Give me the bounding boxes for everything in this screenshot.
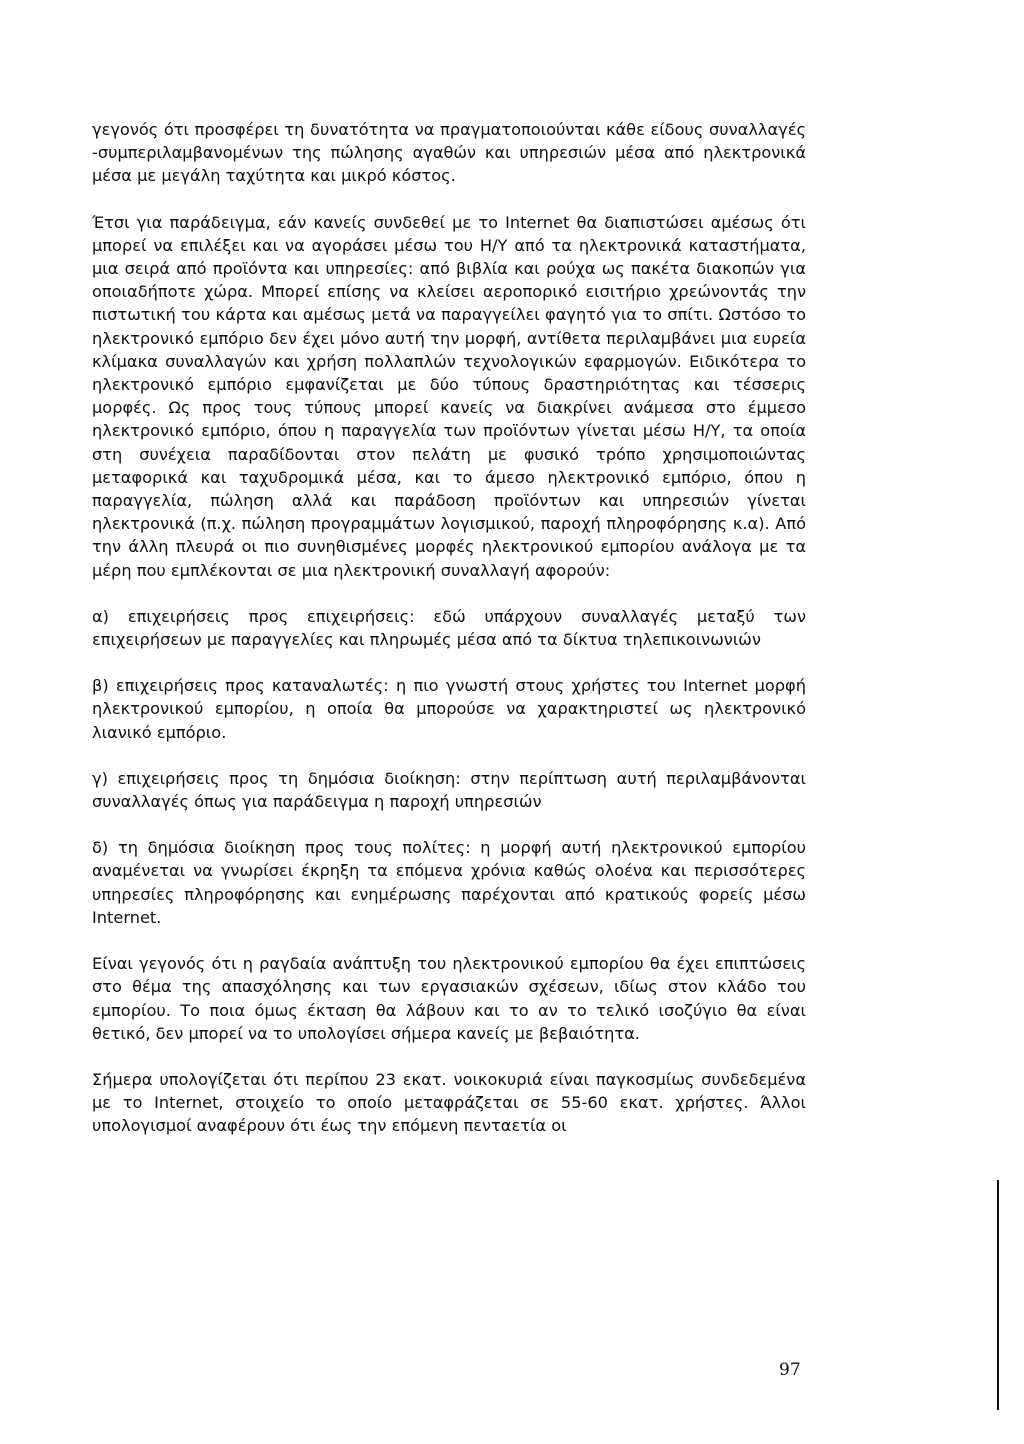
paragraph-example: Έτσι για παράδειγμα, εάν κανείς συνδεθεί με το Internet θα διαπιστώσει αμέσως ότι μπορεί να επιλέξει και να αγοράσει μέσω του Η/Υ από τα ηλεκτρονικά καταστήματα, μια σειρά από προϊόντα και υπηρεσίες: από βιβλία και ρούχα ως πακέτα διακοπών για οποιαδήποτε χώρα. Μπορεί επίσης να κλείσει αεροπορικό εισιτήριο χρεώνοντάς την πιστωτική του κάρτα και αμέσως μετά να παραγγείλει φαγητό για το σπίτι. Ωστόσο το ηλεκτρονικό εμπόριο δεν έχει μόνο αυτή την μορφή, αντίθετα περιλαμβάνει μια ευρεία κλίμακα συναλλαγών και χρήση πολλαπλών τεχνολογικών εφαρμογών. Ειδικότερα το ηλεκτρονικό εμπόριο εμφανίζεται με δύο τύπους δραστηριότητας και τέσσερις μορφές. Ως προς τους τύπους μπορεί κανείς να διακρίνει ανάμεσα στο έμμεσο ηλεκτρονικό εμπόριο, όπου η παραγγελία των προϊόντων γίνεται μέσω Η/Υ, τα οποία στη συνέχεια παραδίδονται στον πελάτη με φυσικό τρόπο χρησιμοποιώντας μεταφορικά και ταχυδρομικά μέσα, και το άμεσο ηλεκτρονικό εμπόριο, όπου η παραγγελία, πώληση αλλά και παράδοση προϊόντων και υπηρεσιών γίνεται ηλεκτρονικά (π.χ. πώληση προγραμμάτων λογισμικού, παροχή πληροφόρησης κ.α). Από την άλλη πλευρά οι πιο συνηθισμένες μορφές ηλεκτρονικού εμπορίου ανάλογα με τα μέρη που εμπλέκονται σε μια ηλεκτρονική συναλλαγή αφορούν:: [92, 212, 806, 580]
paragraph-statistics: Σήμερα υπολογίζεται ότι περίπου 23 εκατ. νοικοκυριά είναι παγκοσμίως συνδεδεμένα με το Internet, στοιχείο το οποίο μεταφράζεται σε 55-60 εκατ. χρήστες. Άλλοι υπολογισμοί αναφέρουν ότι έως την επόμενη πενταετία οι: [92, 1069, 806, 1136]
paragraph-impact: Είναι γεγονός ότι η ραγδαία ανάπτυξη του ηλεκτρονικού εμπορίου θα έχει επιπτώσεις στο θέμα της απασχόλησης και των εργασιακών σχέσεων, ιδίως στον κλάδο του εμπορίου. Το ποια όμως έκταση θα λάβουν και το αν το τελικό ισοζύγιο θα είναι θετικό, δεν μπορεί να το υπολογίσει σήμερα κανείς με βεβαιότητα.: [92, 954, 806, 1043]
list-item-d: δ) τη δημόσια διοίκηση προς τους πολίτες: η μορφή αυτή ηλεκτρονικού εμπορίου αναμένεται να γνωρίσει έκρηξη τα επόμενα χρόνια καθώς ολοένα και περισσότερες υπηρεσίες πληροφόρησης και ενημέρωσης παρέχονται από κρατικούς φορείς μέσω Internet.: [92, 838, 806, 927]
body-text: [92, 118, 806, 1138]
page-number: 97: [779, 1360, 801, 1380]
margin-rule: [997, 1180, 999, 1410]
list-item-c: γ) επιχειρήσεις προς τη δημόσια διοίκηση: στην περίπτωση αυτή περιλαμβάνονται συναλλαγές όπως για παράδειγμα η παροχή υπηρεσιών: [92, 768, 806, 812]
list-item-b: β) επιχειρήσεις προς καταναλωτές: η πιο γνωστή στους χρήστες του Internet μορφή ηλεκτρονικού εμπορίου, η οποία θα μπορούσε να χαρακτηριστεί ως ηλεκτρονικό λιανικό εμπόριο.: [92, 676, 806, 742]
list-item-a: α) επιχειρήσεις προς επιχειρήσεις: εδώ υπάρχουν συναλλαγές μεταξύ των επιχειρήσεων με παραγγελίες και πληρωμές μέσα από τα δίκτυα τηλεπικοινωνιών: [92, 606, 806, 650]
paragraph-continuation: γεγονός ότι προσφέρει τη δυνατότητα να πραγματοποιούνται κάθε είδους συναλλαγές -συμπεριλαμβανομένων της πώλησης αγαθών και υπηρεσιών μέσα από ηλεκτρονικά μέσα με μεγάλη ταχύτητα και μικρό κόστος.: [92, 120, 806, 186]
